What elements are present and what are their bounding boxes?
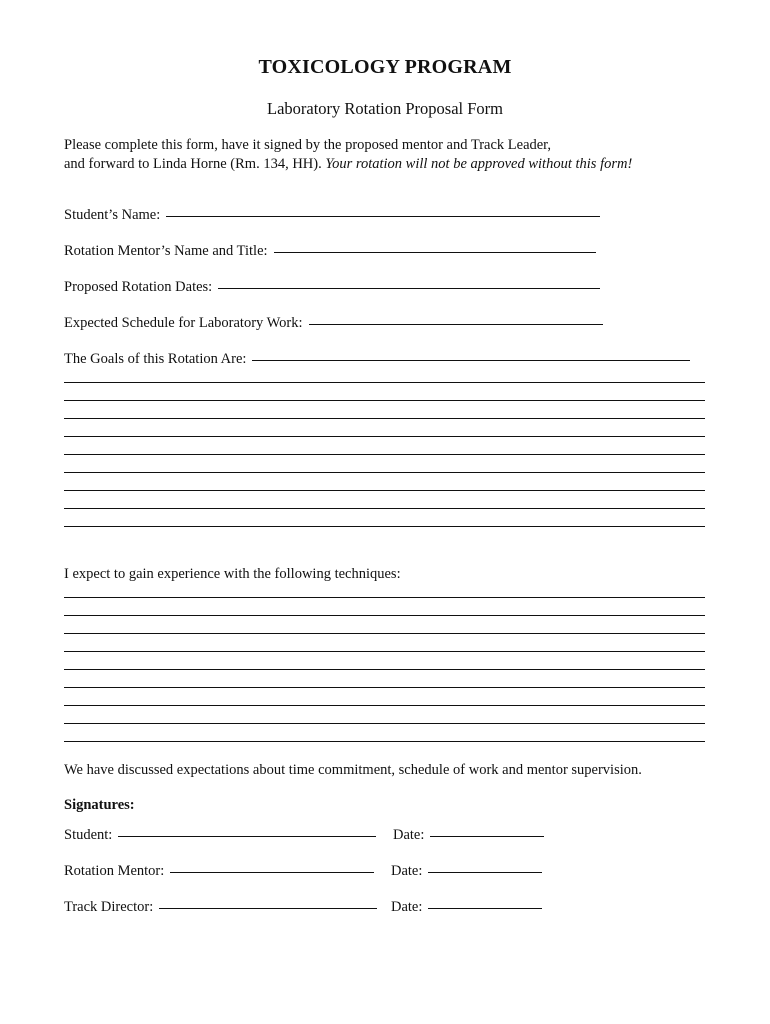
techniques-line[interactable] [64, 705, 705, 706]
form-subtitle: Laboratory Rotation Proposal Form [266, 99, 503, 118]
mentor-date-field [391, 863, 542, 880]
goals-line[interactable] [64, 400, 705, 401]
goals-line[interactable] [64, 454, 705, 455]
instructions-line-2 [64, 155, 632, 174]
goals-field [64, 351, 690, 368]
student-signature-blank[interactable] [118, 835, 376, 837]
goals-line[interactable] [64, 382, 705, 383]
instructions [64, 136, 632, 174]
mentor-name-field [64, 243, 596, 260]
mentor-signature-blank[interactable] [170, 871, 374, 873]
director-signature-field [64, 899, 377, 916]
techniques-line[interactable] [64, 687, 705, 688]
director-date-label: Date: [391, 899, 423, 915]
goals-line[interactable] [64, 508, 705, 509]
goals-line[interactable] [64, 418, 705, 419]
rotation-dates-blank[interactable] [218, 287, 600, 289]
techniques-line[interactable] [64, 651, 705, 652]
techniques-line[interactable] [64, 723, 705, 724]
student-date-blank[interactable] [430, 835, 544, 837]
schedule-blank[interactable] [309, 323, 603, 325]
student-name-blank[interactable] [166, 215, 600, 217]
director-signature-blank[interactable] [159, 907, 377, 909]
goals-label: The Goals of this Rotation Are: [64, 351, 247, 367]
agreement-statement: We have discussed expectations about time commitment, schedule of work and mentor supervision. [64, 762, 642, 778]
student-name-label: Student’s Name: [64, 207, 161, 223]
goals-line[interactable] [64, 436, 705, 437]
rotation-dates-field [64, 279, 600, 296]
mentor-signature-field [64, 863, 374, 880]
mentor-date-label: Date: [391, 863, 423, 879]
student-name-field [64, 207, 600, 224]
mentor-date-blank[interactable] [428, 871, 542, 873]
director-signature-label: Track Director: [64, 899, 154, 915]
techniques-line[interactable] [64, 597, 705, 598]
student-date-label: Date: [393, 827, 425, 843]
director-date-blank[interactable] [428, 907, 542, 909]
mentor-name-blank[interactable] [274, 251, 596, 253]
schedule-label: Expected Schedule for Laboratory Work: [64, 315, 303, 331]
goals-line[interactable] [64, 526, 705, 527]
mentor-signature-label: Rotation Mentor: [64, 863, 165, 879]
director-date-field [391, 899, 542, 916]
rotation-dates-label: Proposed Rotation Dates: [64, 279, 213, 295]
schedule-field [64, 315, 603, 332]
page-title: TOXICOLOGY PROGRAM [258, 56, 512, 78]
approval-warning: Your rotation will not be approved without this form! [325, 156, 633, 172]
goals-blank[interactable] [252, 359, 690, 361]
techniques-line[interactable] [64, 633, 705, 634]
student-signature-label: Student: [64, 827, 113, 843]
techniques-line[interactable] [64, 741, 705, 742]
techniques-line[interactable] [64, 615, 705, 616]
goals-line[interactable] [64, 490, 705, 491]
student-signature-field [64, 827, 376, 844]
goals-line[interactable] [64, 472, 705, 473]
instructions-text: and forward to Linda Horne (Rm. 134, HH). [64, 156, 322, 172]
mentor-name-label: Rotation Mentor’s Name and Title: [64, 243, 268, 259]
techniques-label: I expect to gain experience with the following techniques: [64, 566, 401, 582]
student-date-field [393, 827, 544, 844]
instructions-line-1: Please complete this form, have it signed by the proposed mentor and Track Leader, [64, 137, 552, 153]
signatures-heading: Signatures: [64, 797, 135, 813]
techniques-line[interactable] [64, 669, 705, 670]
